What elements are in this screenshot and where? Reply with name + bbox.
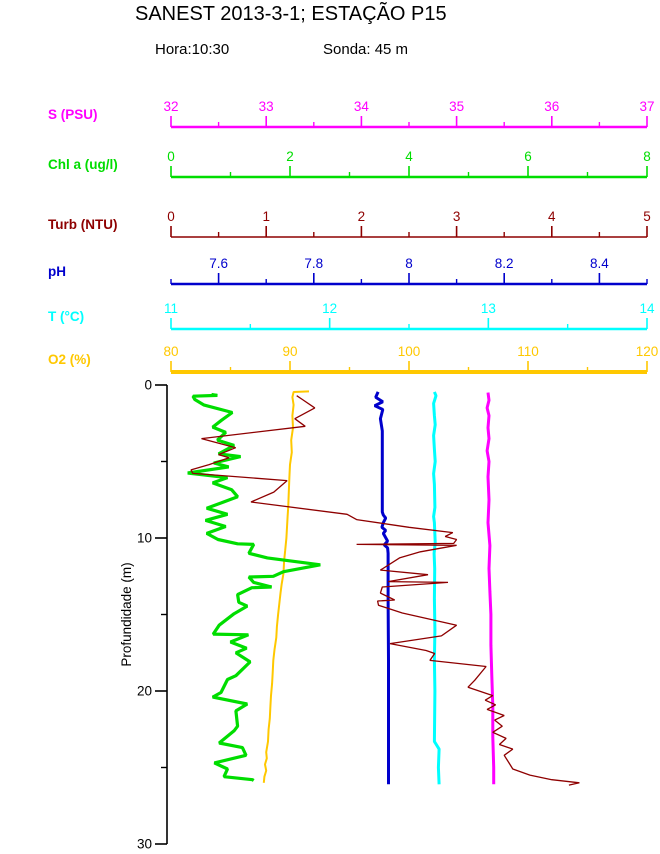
axis-title-turb: Turb (NTU) [48,217,118,232]
axis-tick-label: 8.4 [590,256,609,271]
chlorophyll-profile-line [188,395,321,781]
axis-tick-label: 1 [262,209,270,224]
axis-tick-label: 8 [643,149,651,164]
time-label: Hora:10:30 [155,41,230,58]
axis-tick-label: 13 [480,301,496,316]
page-title: SANEST 2013-3-1; ESTAÇÃO P15 [135,3,447,25]
sounding-depth-label: Sonda: 45 m [323,41,409,58]
depth-tick-label: 30 [136,836,152,852]
axis-title-t: T (°C) [48,309,85,324]
axis-tick-label: 5 [643,209,651,224]
axis-tick-label: 35 [449,99,465,114]
depth-tick-label: 0 [144,377,152,393]
axis-o2 [48,344,658,372]
axis-tick-label: 100 [397,344,421,359]
axis-tick-label: 8.2 [494,256,514,271]
depth-axis [119,378,167,852]
axis-tick-label: 33 [258,99,274,114]
axis-tick-label: 37 [639,99,655,114]
salinity-profile-line [487,393,494,785]
depth-tick-label: 10 [136,530,152,546]
axis-tick-label: 3 [452,209,461,224]
axis-tick-label: 0 [167,149,175,164]
depth-axis-label: Profundidade (m) [119,562,134,667]
axis-tick-label: 90 [282,344,298,359]
axis-tick-label: 80 [163,344,179,359]
axis-tick-label: 8 [405,256,413,271]
axis-tick-label: 6 [524,149,532,164]
axis-turb [48,209,651,237]
axis-tick-label: 11 [163,301,179,316]
axis-tick-label: 0 [167,209,175,224]
axis-tick-label: 7.8 [304,256,324,271]
axis-tick-label: 32 [163,99,179,114]
axis-chl [48,149,651,177]
depth-tick-label: 20 [136,683,152,699]
axis-s [48,99,655,127]
temperature-profile-line [434,392,440,784]
axis-tick-label: 4 [405,149,413,164]
axis-tick-label: 120 [635,344,659,359]
axis-title-o2: O2 (%) [48,352,91,367]
axis-tick-label: 14 [639,301,655,316]
axis-tick-label: 7.6 [209,256,228,271]
axis-tick-label: 2 [286,149,294,164]
axis-tick-label: 4 [548,209,556,224]
axis-title-chl: Chl a (ug/l) [48,157,118,172]
axis-title-ph: pH [48,264,66,279]
axis-tick-label: 34 [353,99,369,114]
axis-t [48,301,655,329]
axis-tick-label: 2 [357,209,366,224]
axis-ph [48,256,647,284]
axis-title-s: S (PSU) [48,107,98,122]
axis-tick-label: 110 [517,344,539,359]
axis-tick-label: 36 [544,99,560,114]
axis-tick-label: 12 [322,301,338,316]
